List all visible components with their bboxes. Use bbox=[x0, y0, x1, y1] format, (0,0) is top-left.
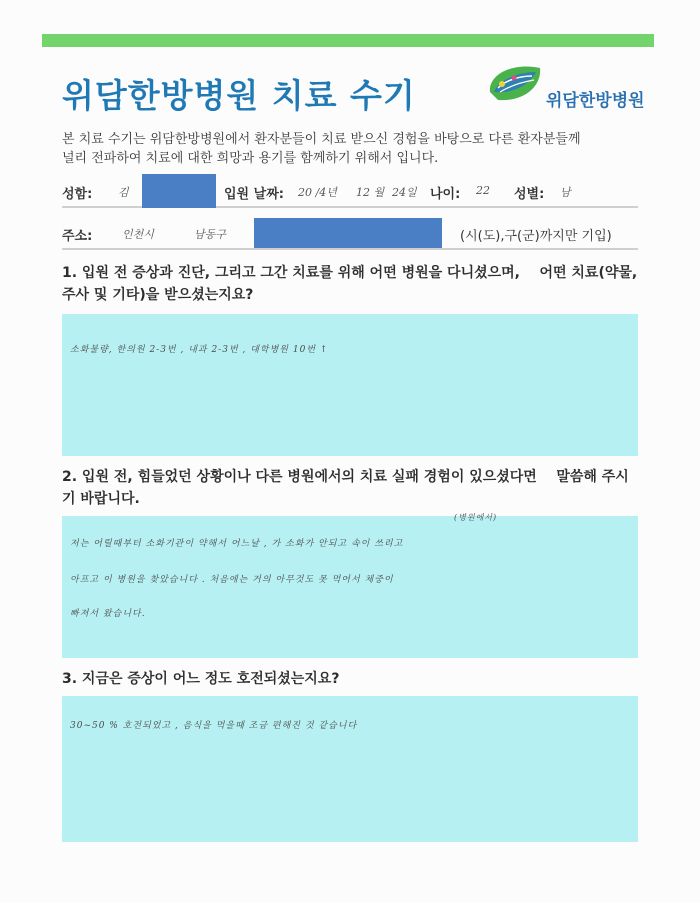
answer-box-2 bbox=[62, 513, 638, 658]
answer-box-1 bbox=[62, 314, 638, 456]
patient-info-row bbox=[62, 176, 638, 208]
leaf-logo-icon bbox=[484, 62, 544, 108]
age-label: 나이: bbox=[430, 187, 461, 202]
admission-date-label: 입원 날짜: bbox=[224, 187, 284, 202]
age-value: 22 bbox=[476, 184, 490, 197]
hospital-logo bbox=[482, 60, 652, 114]
address-city: 인천시 bbox=[122, 228, 154, 241]
gender-label: 성별: bbox=[514, 187, 545, 202]
name-value: 김 bbox=[118, 186, 129, 199]
admission-month: 12 월 bbox=[356, 186, 385, 199]
answer-box-3 bbox=[62, 696, 638, 842]
answer-2-line-3: 빠져서 왔습니다. bbox=[70, 609, 146, 619]
question-1: 1. 입원 전 증상과 진단, 그리고 그간 치료를 위해 어떤 병원을 다니셨으며, 어떤 치료(약물, 주사 및 기타)을 받으셨는지요? bbox=[62, 265, 638, 303]
answer-2-note: (병원에서) bbox=[454, 513, 498, 522]
address-label: 주소: bbox=[62, 229, 93, 244]
admission-day: 24일 bbox=[392, 186, 417, 199]
answer-2-line-1: 저는 어릴때부터 소화기관이 약해서 어느날 , 가 소화가 안되고 속이 쓰리고 bbox=[70, 539, 404, 549]
logo-text: 위담한방병원 bbox=[546, 91, 645, 111]
question-2: 2. 입원 전, 힘들었던 상황이나 다른 병원에서의 치료 실패 경험이 있으셨다면 말씀해 주시기 바랍니다. bbox=[62, 469, 629, 507]
admission-year: 20 /4년 bbox=[298, 186, 337, 199]
address-note: (시(도),구(군)까지만 기입) bbox=[460, 229, 612, 244]
gender-value: 남 bbox=[560, 186, 571, 199]
intro-line-2: 널리 전파하여 치료에 대한 희망과 용기를 함께하기 위해서 입니다. bbox=[62, 151, 439, 166]
intro-line-1: 본 치료 수기는 위담한방병원에서 환자분들이 치료 받으신 경험을 바탕으로 다른 환자분들께 bbox=[62, 132, 581, 147]
top-accent-bar bbox=[42, 34, 654, 47]
page-title: 위담한방병원 치료 수기 bbox=[62, 76, 416, 115]
answer-2-line-2: 아프고 이 병원을 찾았습니다 . 처음에는 거의 아무것도 못 먹어서 체중이 bbox=[70, 575, 394, 585]
name-redaction bbox=[142, 174, 216, 208]
address-redaction bbox=[254, 218, 442, 248]
answer-3-line-1: 30~50 % 호전되었고 , 음식을 먹을때 조금 편해진 것 같습니다 bbox=[70, 721, 358, 731]
address-district: 남동구 bbox=[194, 228, 226, 241]
question-3: 3. 지금은 증상이 어느 정도 호전되셨는지요? bbox=[62, 671, 340, 687]
intro-text bbox=[62, 130, 652, 168]
name-label: 성함: bbox=[62, 187, 93, 202]
address-row bbox=[62, 218, 638, 250]
answer-1-line-1: 소화불량, 한의원 2-3번 , 내과 2-3번 , 대학병원 10번 ↑ bbox=[70, 345, 329, 355]
